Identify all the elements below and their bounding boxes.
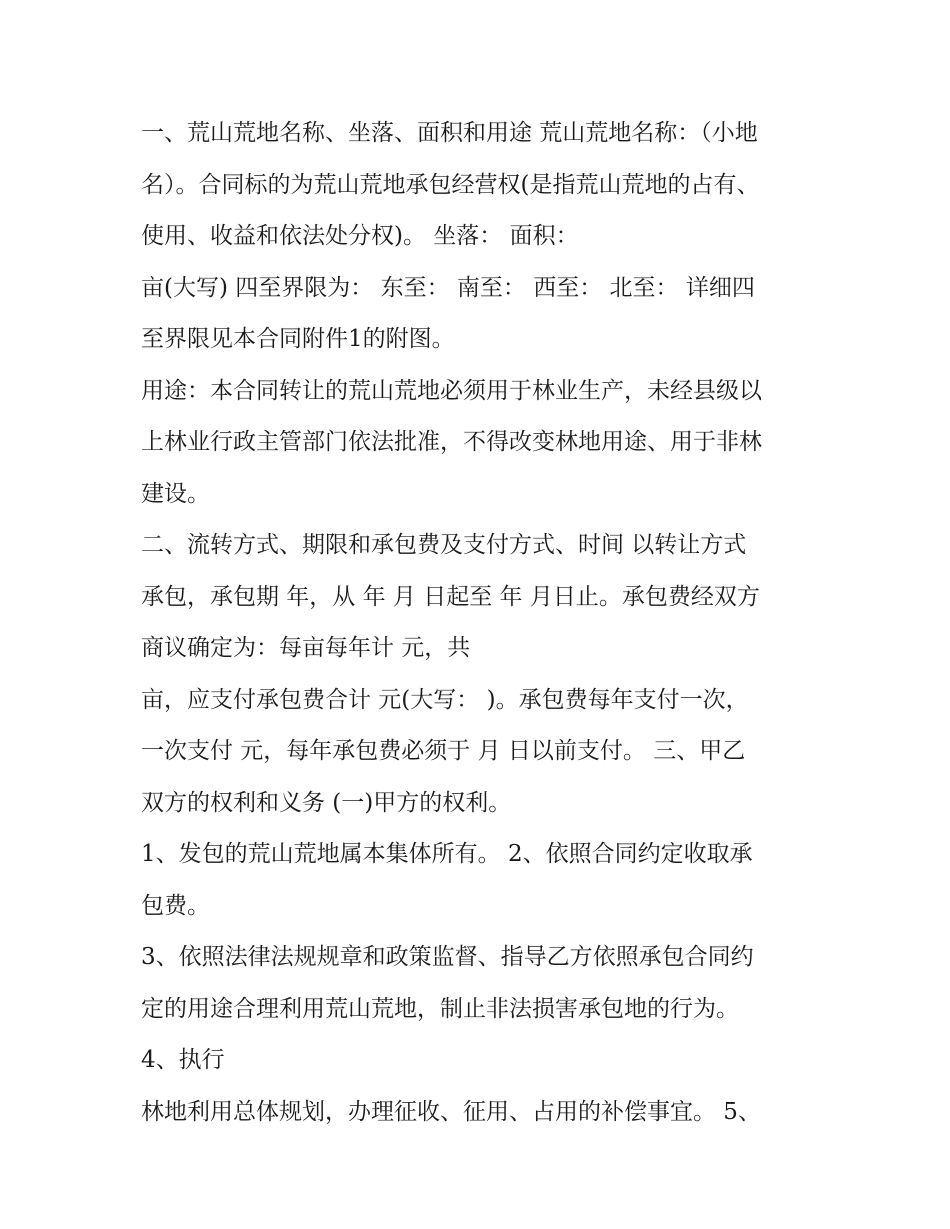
text-line: 用途：本合同转让的荒山荒地必须用于林业生产，未经县级以 [141,377,762,404]
text-line: 至界限见本合同附件1的附图。 [141,326,455,352]
text-line: 3、依照法律法规规章和政策监督、指导乙方依照承包合同约 [141,944,754,970]
text-line: 亩(大写) 四至界限为： 东至： 南至： 西至： 北至： 详细四 [141,274,755,301]
text-line: 承包，承包期 年，从 年 月 日起至 年 月日止。承包费经双方 [141,583,760,610]
text-line: 4、执行 [141,1047,225,1073]
text-line: 定的用途合理利用荒山荒地，制止非法损害承包地的行为。 [141,995,739,1022]
text-line: 一、荒山荒地名称、坐落、面积和用途 荒山荒地名称：（小地 [141,120,758,146]
text-line: 1、发包的荒山荒地属本集体所有。 2、依照合同约定收取承 [141,841,753,867]
text-line: 建设。 [141,480,210,507]
text-line: 包费。 [141,892,210,919]
text-line: 双方的权利和义务 (一)甲方的权利。 [141,789,512,816]
text-line: 林地利用总体规划，办理征收、征用、占用的补偿事宜。 5、 [141,1098,761,1125]
contract-body-text [141,108,816,1138]
text-line: 商议确定为：每亩每年计 元，共 [141,635,471,661]
text-line: 一次支付 元，每年承包费必须于 月 日以前支付。 三、甲乙 [141,738,746,764]
text-line: 亩，应支付承包费合计 元(大写： )。承包费每年支付一次， [141,686,749,713]
text-line: 上林业行政主管部门依法批准，不得改变林地用途、用于非林 [141,429,762,455]
text-line: 使用、收益和依法处分权)。 坐落： 面积： [141,223,579,249]
text-line: 二、流转方式、期限和承包费及支付方式、时间 以转让方式 [141,532,747,558]
text-line: 名）。合同标的为荒山荒地承包经营权(是指荒山荒地的占有、 [141,171,760,198]
